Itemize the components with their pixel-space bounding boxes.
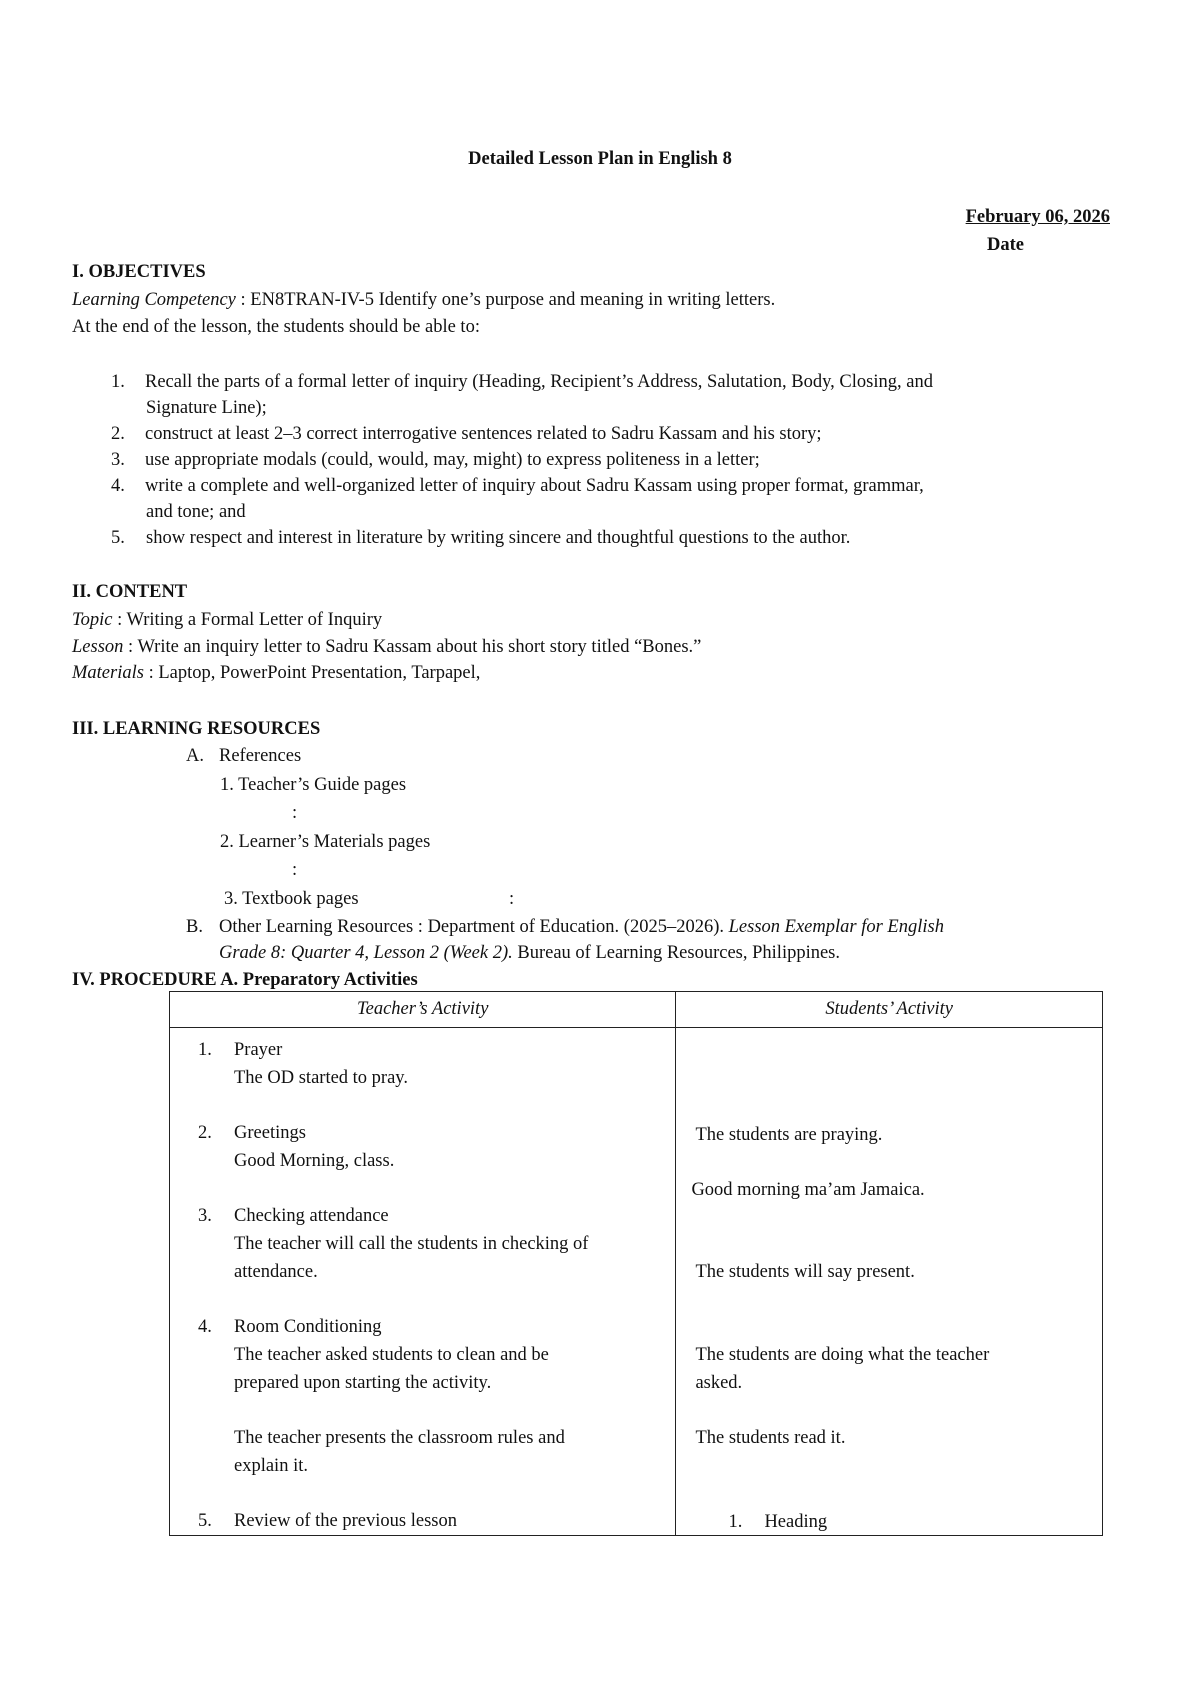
students-activity-cell [676,1028,1103,1536]
student-response: The students will say present. [695,1262,915,1282]
lesson-label: Lesson [72,637,124,657]
teachers-guide-colon: : [292,803,298,823]
teachers-guide-pages: 1. Teacher’s Guide pages [220,775,407,795]
topic-label: Topic [72,610,113,630]
objective-text: write a complete and well-organized letter of inquiry about Sadru Kassam using proper format, grammar, [145,476,924,496]
item-number: 1. [198,1040,212,1060]
textbook-colon: : [509,889,515,909]
item-detail: explain it. [234,1456,308,1476]
table-header-row [170,992,1103,1028]
content-topic [72,610,382,630]
item-title: Prayer [234,1040,283,1060]
references-label: A. [186,746,204,766]
students-activity-header: Students’ Activity [676,992,1103,1028]
item-detail: The OD started to pray. [234,1068,408,1088]
item-number: 4. [198,1317,212,1337]
topic-text: : Writing a Formal Letter of Inquiry [112,610,383,630]
objective-text: construct at least 2–3 correct interrogative sentences related to Sadru Kassam and his story; [145,424,822,444]
objective-text-cont: Signature Line); [146,398,267,418]
competency-label: Learning Competency [72,290,236,310]
date-label: Date [987,235,1024,255]
other-resources-title-cont: Grade 8: Quarter 4, Lesson 2 (Week 2). [219,943,513,963]
item-number: 5. [198,1511,212,1531]
item-detail: The teacher will call the students in checking of [234,1234,589,1254]
objective-text: Recall the parts of a formal letter of inquiry (Heading, Recipient’s Address, Salutation, Body, Closing, and [145,372,933,392]
item-title: Review of the previous lesson [234,1511,457,1531]
other-resources-line1 [219,917,944,937]
teacher-activity-cell [170,1028,676,1536]
objectives-intro: At the end of the lesson, the students should be able to: [72,317,480,337]
other-resources-line2 [219,943,840,963]
objective-number: 3. [111,450,125,470]
objective-number: 5. [111,528,125,548]
student-response: The students are praying. [695,1125,883,1145]
document-title: Detailed Lesson Plan in English 8 [468,149,732,169]
item-title: Greetings [234,1123,306,1143]
student-response: Good morning ma’am Jamaica. [691,1180,925,1200]
content-lesson [72,637,701,657]
student-response: The students read it. [695,1428,846,1448]
item-title: Room Conditioning [234,1317,382,1337]
objective-number: 2. [111,424,125,444]
item-number: 2. [198,1123,212,1143]
objective-text: use appropriate modals (could, would, may, might) to express politeness in a letter; [145,450,760,470]
other-resources-title: Lesson Exemplar for English [728,917,944,937]
other-resources-publisher: Bureau of Learning Resources, Philippines. [512,943,841,963]
procedure-table [169,991,1103,1536]
resources-heading: III. LEARNING RESOURCES [72,719,321,739]
item-detail: attendance. [234,1262,318,1282]
table-row [170,1028,1103,1536]
learners-materials-colon: : [292,860,298,880]
learning-competency [72,290,775,310]
learners-materials-pages: 2. Learner’s Materials pages [220,832,431,852]
lesson-text: : Write an inquiry letter to Sadru Kassam about his short story titled “Bones.” [123,637,702,657]
student-response: The students are doing what the teacher [695,1345,990,1365]
procedure-heading: IV. PROCEDURE A. Preparatory Activities [72,970,418,990]
item-detail: The teacher presents the classroom rules and [234,1428,565,1448]
materials-text: : Laptop, PowerPoint Presentation, Tarpapel, [143,663,481,683]
item-title: Checking attendance [234,1206,389,1226]
content-heading: II. CONTENT [72,582,188,602]
item-detail: The teacher asked students to clean and be [234,1345,549,1365]
objective-number: 4. [111,476,125,496]
other-resources-label: B. [186,917,203,937]
item-number: 3. [198,1206,212,1226]
textbook-pages: 3. Textbook pages [224,889,359,909]
competency-text: : EN8TRAN-IV-5 Identify one’s purpose and meaning in writing letters. [235,290,776,310]
student-list-item: Heading [764,1512,828,1532]
objective-text-cont: and tone; and [146,502,246,522]
materials-label: Materials [72,663,144,683]
objective-text: show respect and interest in literature by writing sincere and thoughtful questions to the author. [146,528,851,548]
student-response: asked. [695,1373,743,1393]
item-detail: Good Morning, class. [234,1151,395,1171]
student-list-number: 1. [728,1512,743,1532]
other-resources-text: Other Learning Resources : Department of Education. (2025–2026). [219,917,729,937]
objectives-heading: I. OBJECTIVES [72,262,206,282]
objective-number: 1. [111,372,125,392]
content-materials [72,663,480,683]
item-detail: prepared upon starting the activity. [234,1373,492,1393]
references-text: References [219,746,302,766]
teacher-activity-header: Teacher’s Activity [170,992,676,1028]
date-value: February 06, 2026 [965,207,1110,227]
